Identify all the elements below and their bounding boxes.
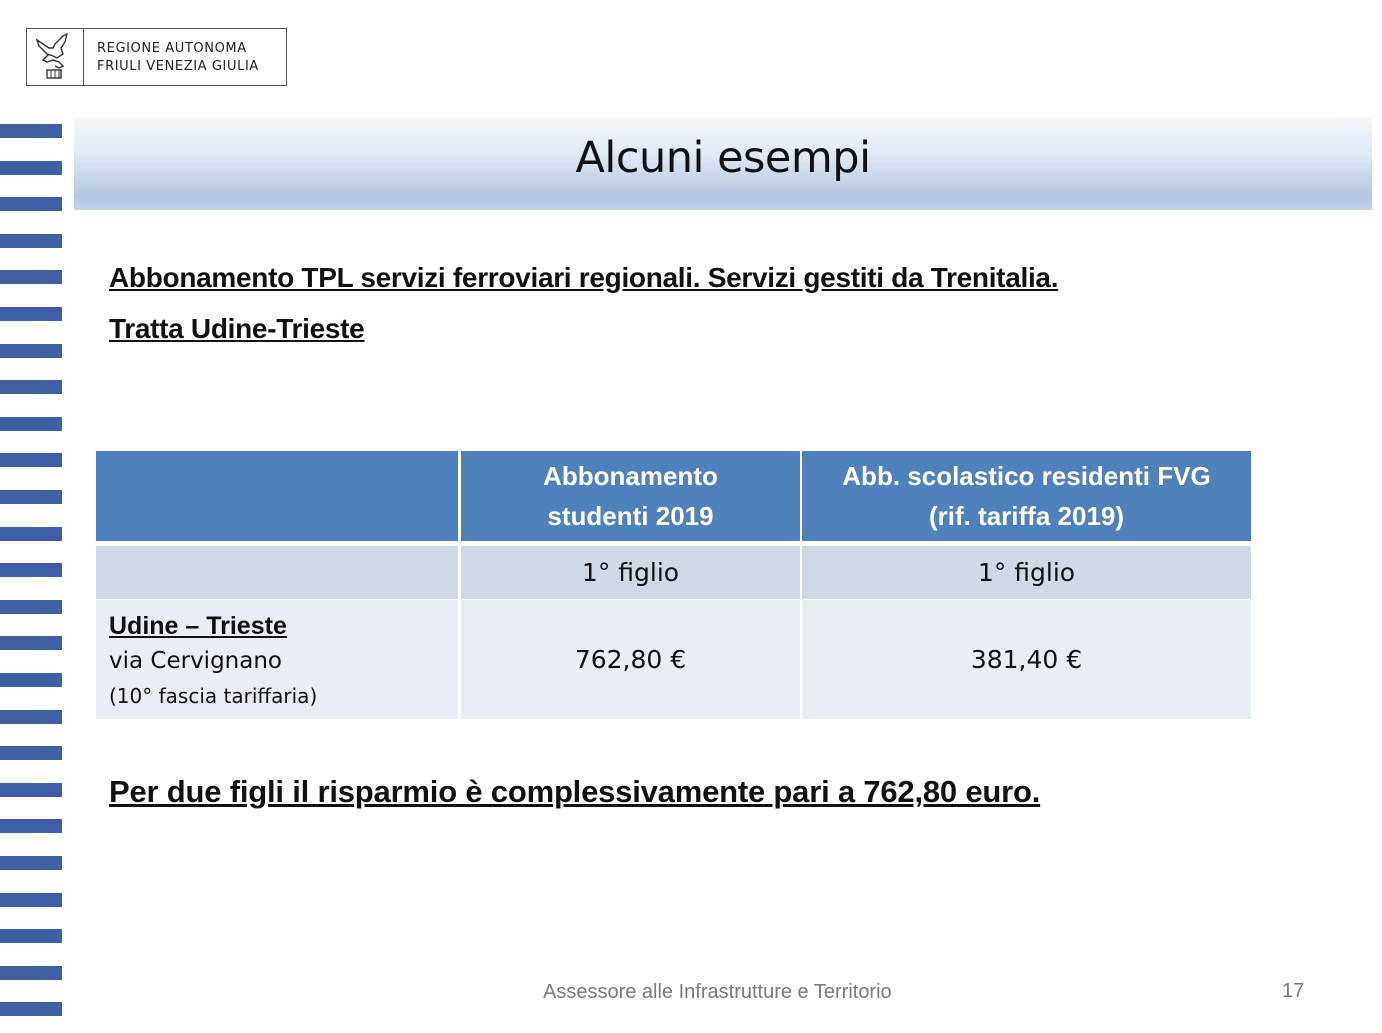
stripe	[0, 490, 62, 504]
fare-table	[96, 451, 1251, 719]
header-col2-line2: studenti 2019	[547, 501, 714, 531]
route-name: Udine – Trieste	[109, 612, 287, 640]
stripe	[0, 819, 62, 833]
slide-title: Alcuni esempi	[575, 133, 871, 183]
title-band	[74, 117, 1372, 210]
table-header-cell	[461, 451, 800, 541]
subheading-line-1: Abbonamento TPL servizi ferroviari regionali. Servizi gestiti da Trenitalia.	[109, 262, 1059, 293]
stripe	[0, 527, 62, 541]
region-logo	[26, 28, 287, 86]
stripe	[0, 673, 62, 687]
stripe	[0, 929, 62, 943]
subheading-line-2: Tratta Udine-Trieste	[109, 313, 365, 344]
stripe	[0, 197, 62, 211]
stripe	[0, 124, 62, 138]
stripe	[0, 636, 62, 650]
subheader-cell: 1° figlio	[461, 546, 800, 599]
table-cell-price: 762,80 €	[461, 600, 800, 719]
subheader-cell: 1° figlio	[802, 546, 1251, 599]
route-fare-band: (10° fascia tariffaria)	[109, 684, 318, 708]
stripe	[0, 1002, 62, 1016]
stripe	[0, 600, 62, 614]
table-header-cell-empty	[96, 451, 458, 541]
stripe	[0, 161, 62, 175]
decorative-stripes	[0, 0, 62, 1033]
stripe	[0, 710, 62, 724]
stripe	[0, 746, 62, 760]
savings-summary: Per due figli il risparmio è complessivamente pari a 762,80 euro.	[109, 774, 1041, 809]
stripe	[0, 856, 62, 870]
stripe	[0, 270, 62, 284]
subheader-cell-empty	[96, 546, 458, 599]
header-col3-line1: Abb. scolastico residenti FVG	[842, 461, 1211, 491]
stripe	[0, 234, 62, 248]
logo-line-1: REGIONE AUTONOMA	[97, 41, 247, 56]
stripe	[0, 380, 62, 394]
logo-text	[97, 40, 259, 76]
table-row-route-cell	[96, 600, 458, 719]
logo-line-2: FRIULI VENEZIA GIULIA	[97, 59, 259, 74]
header-col2-line1: Abbonamento	[543, 461, 718, 491]
footer-text: Assessore alle Infrastrutture e Territorio	[543, 981, 892, 1003]
stripe	[0, 893, 62, 907]
route-via: via Cervignano	[109, 648, 282, 674]
stripe	[0, 307, 62, 321]
table-header-cell	[802, 451, 1251, 541]
stripe	[0, 453, 62, 467]
page-number: 17	[1282, 980, 1305, 1002]
table-cell-price: 381,40 €	[802, 600, 1251, 719]
stripe	[0, 563, 62, 577]
stripe	[0, 344, 62, 358]
stripe	[0, 966, 62, 980]
stripe	[0, 417, 62, 431]
header-col3-line2: (rif. tariffa 2019)	[928, 501, 1125, 531]
stripe	[0, 783, 62, 797]
